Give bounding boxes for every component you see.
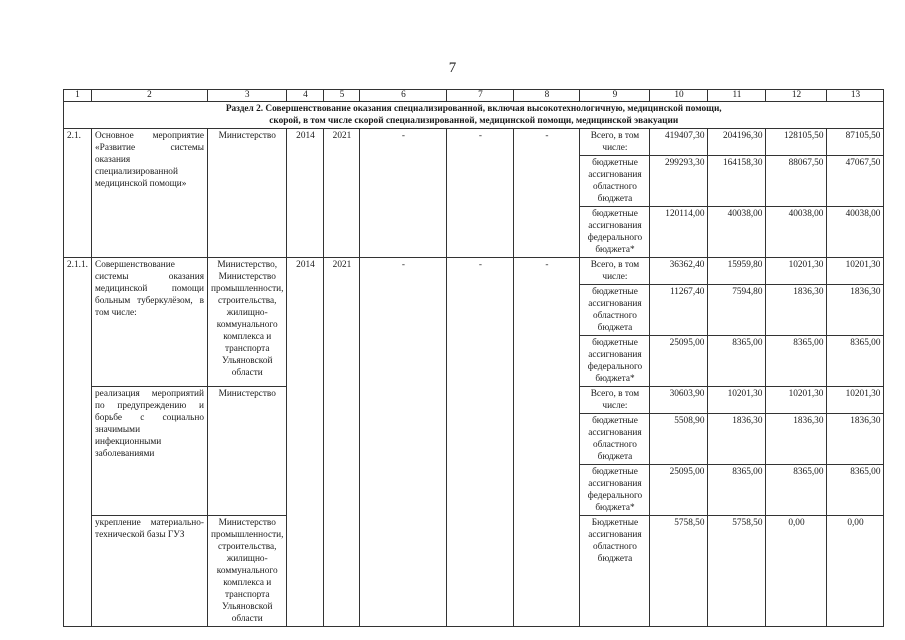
value-cell: 8365,00: [766, 465, 827, 516]
value-cell: 10201,30: [827, 258, 884, 285]
row-start-year: 2014: [287, 129, 324, 258]
value-cell: 88067,50: [766, 156, 827, 207]
col-number-11: 11: [708, 90, 766, 102]
value-cell: 36362,40: [650, 258, 708, 285]
value-cell: 128105,50: [766, 129, 827, 156]
value-cell: 0,00: [766, 516, 827, 627]
value-cell: 40038,00: [827, 207, 884, 258]
row-col7: -: [447, 129, 514, 258]
funding-label: бюджетные ассигнования федерального бюджета*: [580, 207, 650, 258]
funding-label: Всего, в том числе:: [580, 129, 650, 156]
funding-label: бюджетные ассигнования областного бюджета: [580, 414, 650, 465]
value-cell: 8365,00: [708, 336, 766, 387]
row-name: реализация мероприятий по предупреждению и борьбе с социально значимыми инфекционными заболеваниями: [92, 387, 208, 516]
col-number-1: 1: [64, 90, 92, 102]
row-code: 2.1.: [64, 129, 92, 258]
section-title-line2: скорой, в том числе скорой специализированной, медицинской помощи, медицинской эвакуации: [269, 116, 679, 126]
row-end-year: 2021: [324, 258, 360, 627]
value-cell: 164158,30: [708, 156, 766, 207]
value-cell: 1836,30: [827, 414, 884, 465]
col-number-5: 5: [324, 90, 360, 102]
row-executor: Министерство: [208, 129, 287, 258]
col-number-8: 8: [514, 90, 580, 102]
row-name: Совершенствование системы оказания медицинской помощи больным туберкулёзом, в том числе:: [92, 258, 208, 387]
row-col6: -: [360, 258, 447, 627]
value-cell: 204196,30: [708, 129, 766, 156]
col-number-6: 6: [360, 90, 447, 102]
value-cell: 419407,30: [650, 129, 708, 156]
value-cell: 25095,00: [650, 336, 708, 387]
value-cell: 1836,30: [766, 414, 827, 465]
value-cell: 25095,00: [650, 465, 708, 516]
value-cell: 10201,30: [708, 387, 766, 414]
col-number-9: 9: [580, 90, 650, 102]
funding-label: Всего, в том числе:: [580, 258, 650, 285]
row-name: укрепление материально-технической базы ГУЗ: [92, 516, 208, 627]
row-executor: Министерство, Министерство промышленности, строительства, жилищно-коммунального комплекса и транспорта Ульяновской области: [208, 258, 287, 387]
value-cell: 40038,00: [766, 207, 827, 258]
funding-label: Бюджетные ассигнования областного бюджета: [580, 516, 650, 627]
column-number-row: [64, 90, 884, 102]
funding-label: бюджетные ассигнования федерального бюджета*: [580, 465, 650, 516]
table-row: [64, 258, 884, 285]
table-row: [64, 129, 884, 156]
row-name: Основное мероприятие «Развитие системы оказания специализированной медицинской помощи»: [92, 129, 208, 258]
funding-label: бюджетные ассигнования областного бюджета: [580, 285, 650, 336]
section-title-row: [64, 102, 884, 129]
col-number-4: 4: [287, 90, 324, 102]
col-number-7: 7: [447, 90, 514, 102]
row-code: 2.1.1.: [64, 258, 92, 627]
funding-label: бюджетные ассигнования федерального бюджета*: [580, 336, 650, 387]
funding-label: Всего, в том числе:: [580, 387, 650, 414]
value-cell: 5758,50: [650, 516, 708, 627]
row-end-year: 2021: [324, 129, 360, 258]
funding-label: бюджетные ассигнования областного бюджета: [580, 156, 650, 207]
value-cell: 5508,90: [650, 414, 708, 465]
value-cell: 0,00: [827, 516, 884, 627]
row-col7: -: [447, 258, 514, 627]
value-cell: 8365,00: [766, 336, 827, 387]
value-cell: 5758,50: [708, 516, 766, 627]
value-cell: 40038,00: [708, 207, 766, 258]
value-cell: 299293,30: [650, 156, 708, 207]
row-executor: Министерство промышленности, строительства, жилищно-коммунального комплекса и транспорта Ульяновской области: [208, 516, 287, 627]
row-executor: Министерство: [208, 387, 287, 516]
value-cell: 1836,30: [827, 285, 884, 336]
value-cell: 1836,30: [708, 414, 766, 465]
value-cell: 10201,30: [766, 258, 827, 285]
value-cell: 8365,00: [827, 336, 884, 387]
value-cell: 87105,50: [827, 129, 884, 156]
section-title: [64, 102, 884, 129]
row-start-year: 2014: [287, 258, 324, 627]
col-number-3: 3: [208, 90, 287, 102]
value-cell: 15959,80: [708, 258, 766, 285]
page-number: 7: [448, 60, 457, 76]
value-cell: 10201,30: [766, 387, 827, 414]
row-col6: -: [360, 129, 447, 258]
value-cell: 11267,40: [650, 285, 708, 336]
value-cell: 30603,90: [650, 387, 708, 414]
value-cell: 10201,30: [827, 387, 884, 414]
col-number-2: 2: [92, 90, 208, 102]
row-col8: -: [514, 129, 580, 258]
value-cell: 120114,00: [650, 207, 708, 258]
value-cell: 8365,00: [708, 465, 766, 516]
program-table: [63, 89, 884, 627]
col-number-12: 12: [766, 90, 827, 102]
section-title-line1: Раздел 2. Совершенствование оказания специализированной, включая высокотехнологичную, медицинской помощи,: [225, 104, 722, 114]
value-cell: 7594,80: [708, 285, 766, 336]
value-cell: 8365,00: [827, 465, 884, 516]
col-number-13: 13: [827, 90, 884, 102]
value-cell: 1836,30: [766, 285, 827, 336]
value-cell: 47067,50: [827, 156, 884, 207]
col-number-10: 10: [650, 90, 708, 102]
row-col8: -: [514, 258, 580, 627]
